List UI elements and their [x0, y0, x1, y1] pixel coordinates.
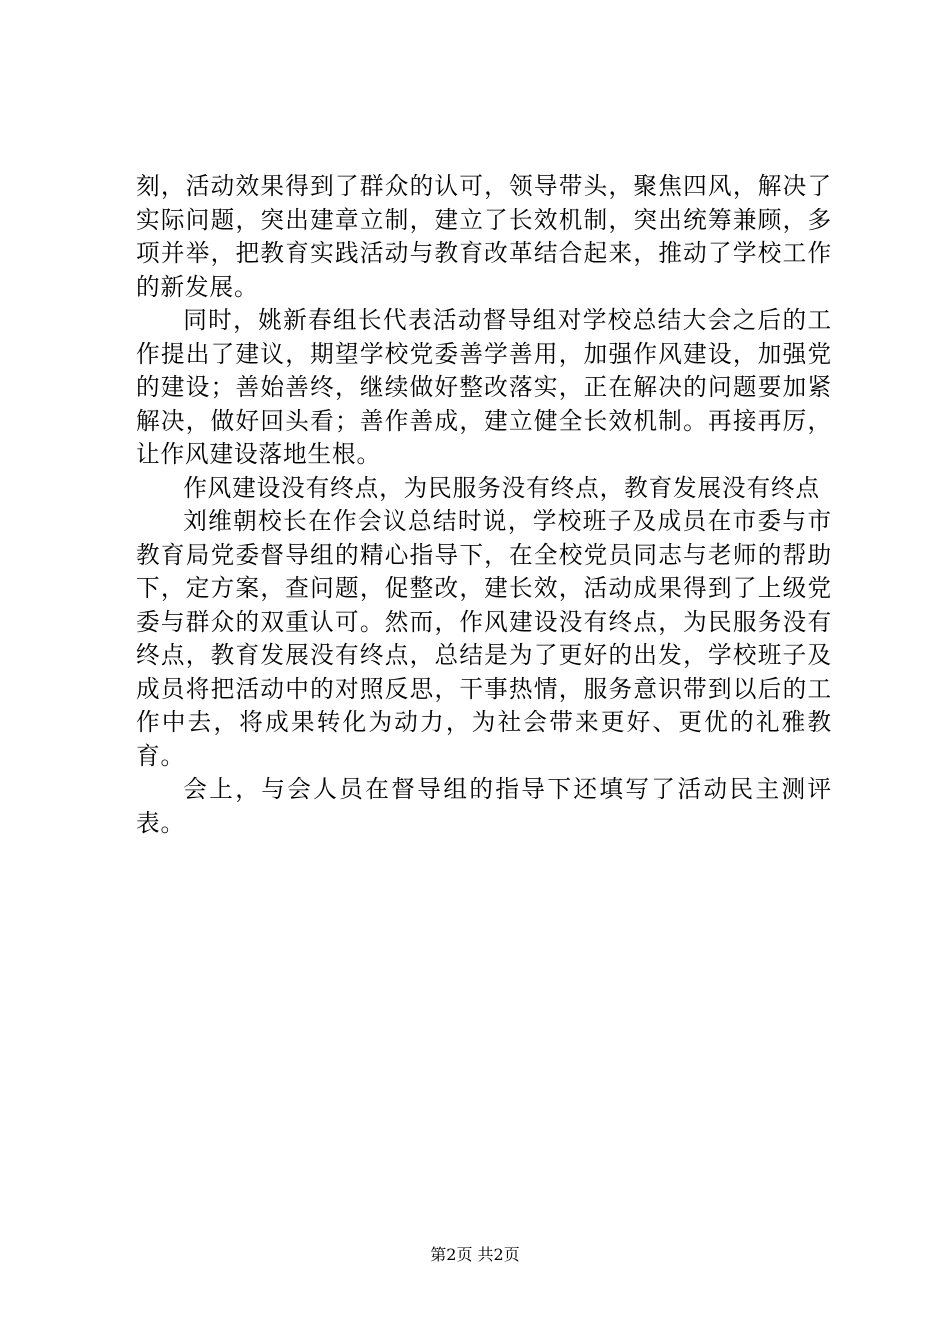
paragraph-4: 刘维朝校长在作会议总结时说，学校班子及成员在市委与市教育局党委督导组的精心指导下，在全校党员同志与老师的帮助下，定方案，查问题，促整改，建长效，活动成果得到了上级党委与群众的双重认可。然而，作风建设没有终点，为民服务没有终点，教育发展没有终点，总结是为了更好的出发，学校班子及成员将把活动中的对照反思，干事热情，服务意识带到以后的工作中去，将成果转化为动力，为社会带来更好、更优的礼雅教育。: [136, 507, 832, 770]
page-footer: 第2页 共2页: [430, 1245, 520, 1264]
paragraph-3: 作风建设没有终点，为民服务没有终点，教育发展没有终点: [183, 473, 821, 502]
paragraph-1: 刻，活动效果得到了群众的认可，领导带头，聚焦四风，解决了实际问题，突出建章立制，建立了长效机制，突出统筹兼顾，多项并举，把教育实践活动与教育改革结合起来，推动了学校工作的新发展。: [136, 172, 832, 301]
paragraph-2: 同时，姚新春组长代表活动督导组对学校总结大会之后的工作提出了建议，期望学校党委善学善用，加强作风建设，加强党的建设；善始善终，继续做好整改落实，正在解决的问题要加紧解决，做好回头看；善作善成，建立健全长效机制。再接再厉，让作风建设落地生根。: [136, 306, 832, 468]
paragraph-5: 会上，与会人员在督导组的指导下还填写了活动民主测评表。: [136, 775, 832, 837]
document-body: [136, 170, 832, 840]
